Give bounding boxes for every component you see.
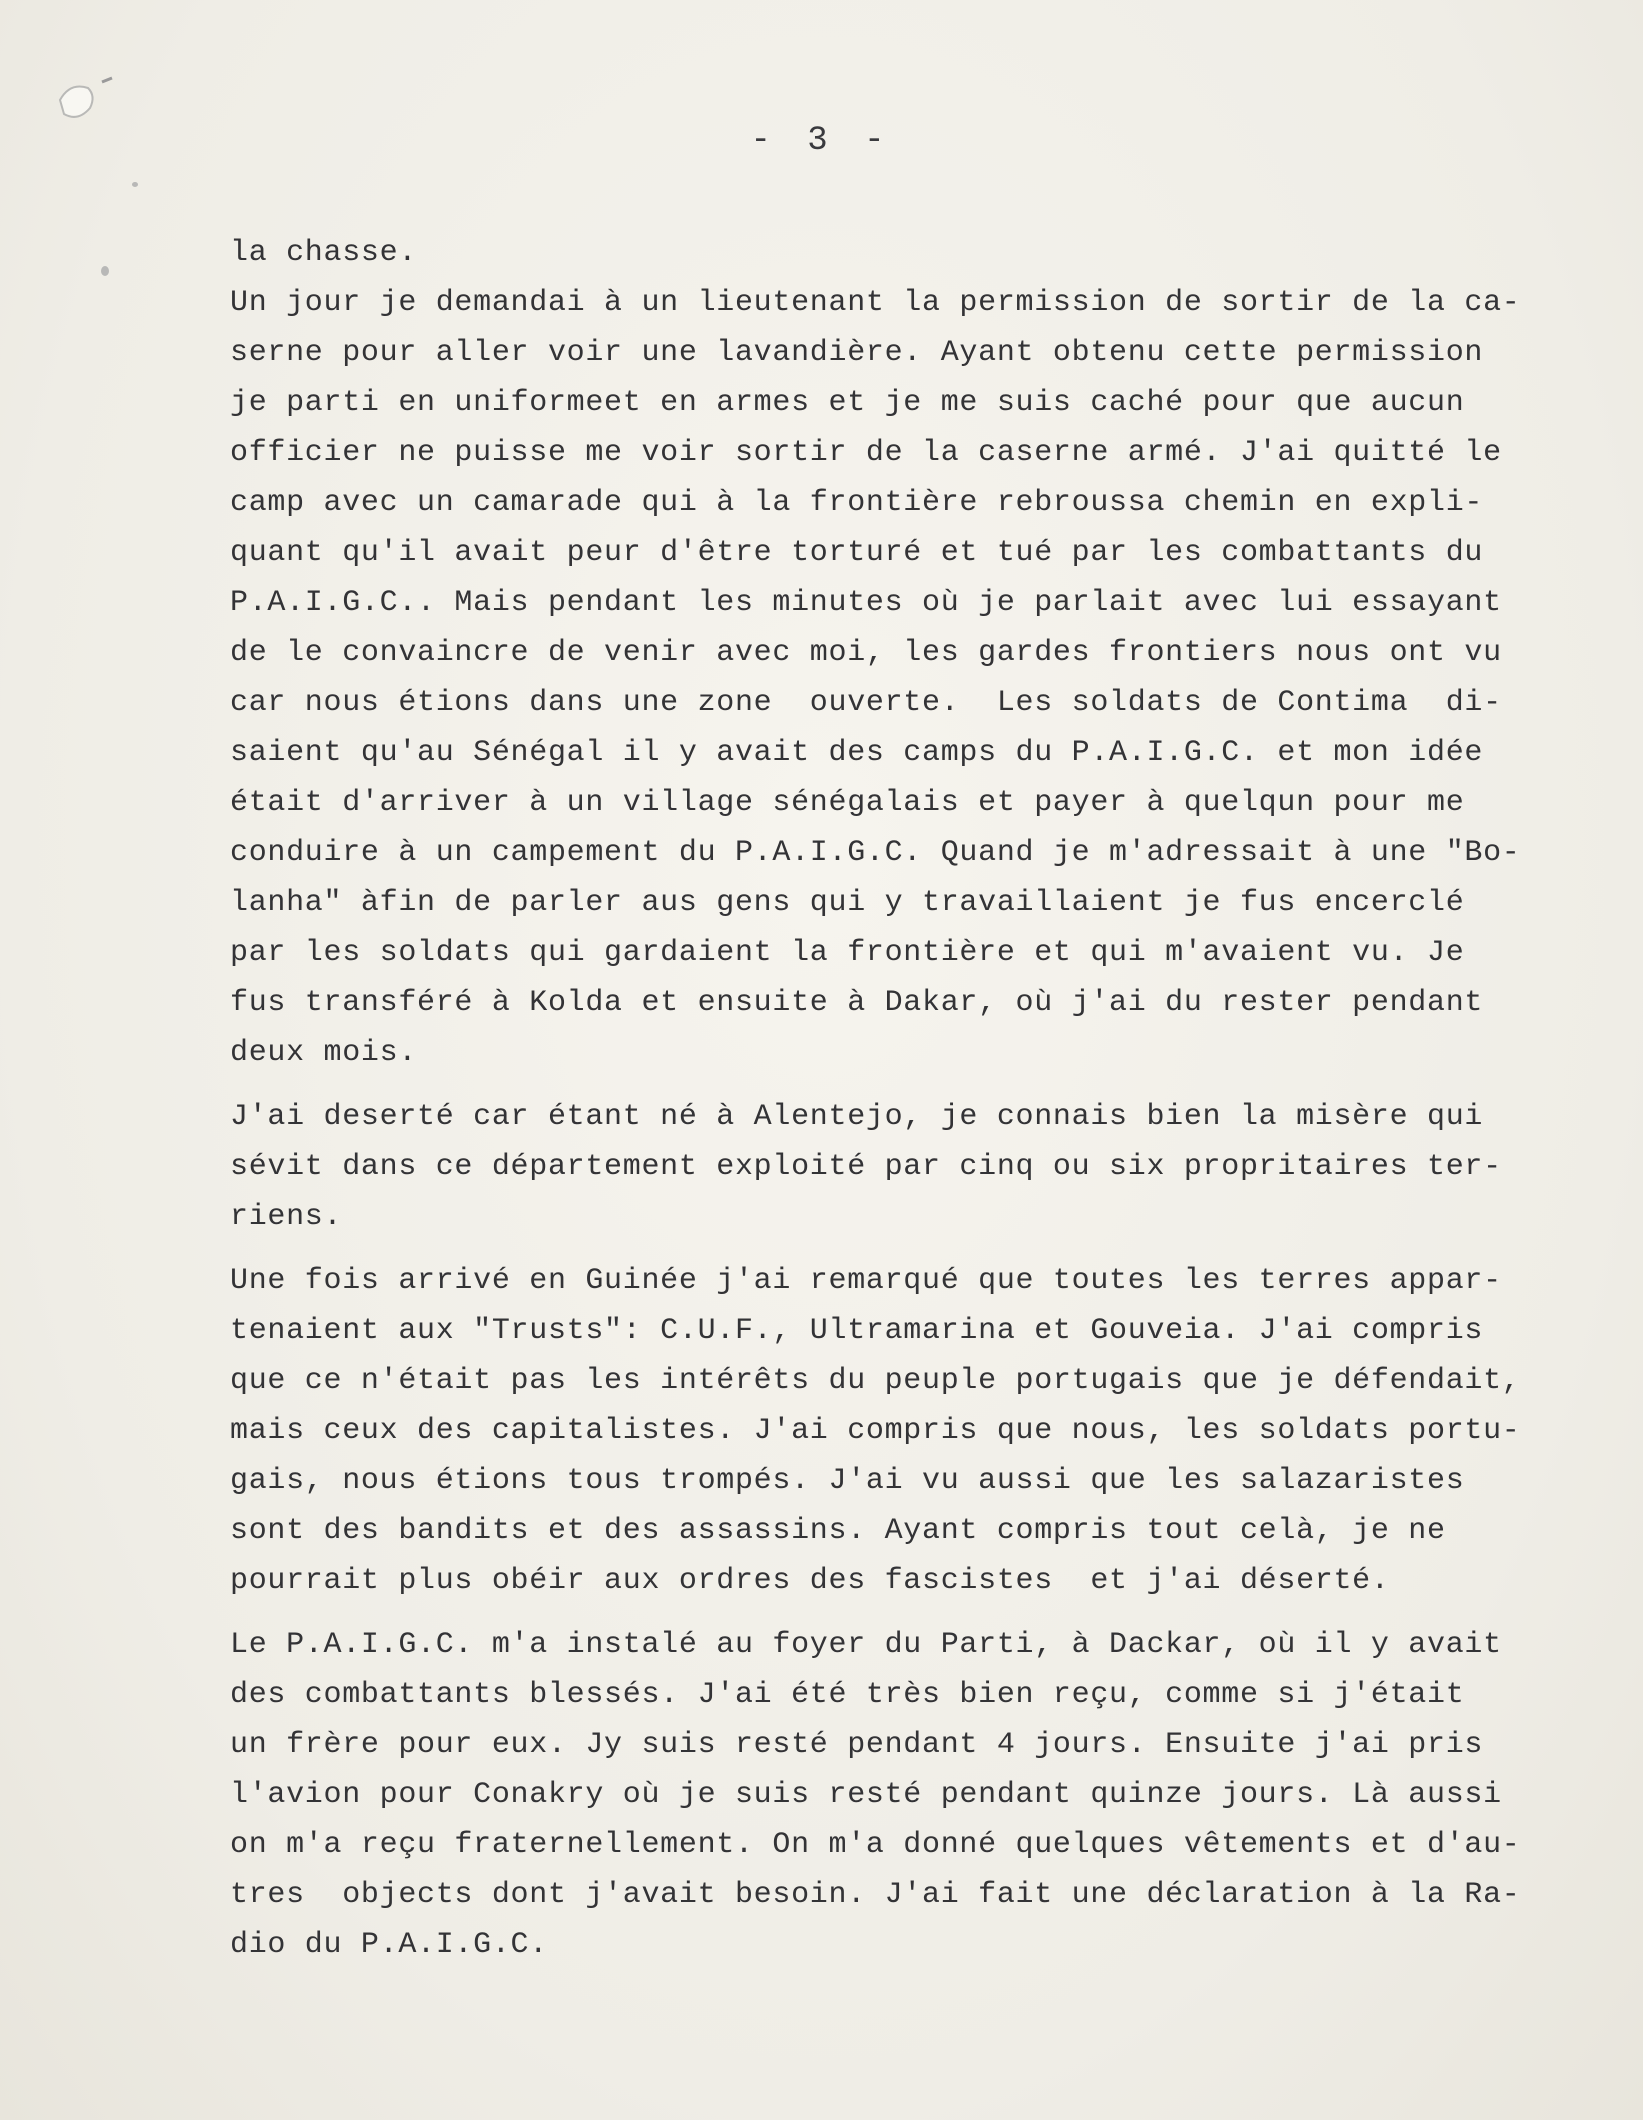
paper-speck xyxy=(132,182,138,187)
text-line: gais, nous étions tous trompés. J'ai vu aussi que les salazaristes xyxy=(230,1464,1465,1498)
text-line: était d'arriver à un village sénégalais et payer à quelqun pour me xyxy=(230,786,1465,820)
text-line: je parti en uniformeet en armes et je me suis caché pour que aucun xyxy=(230,386,1465,420)
page-number: - 3 - xyxy=(750,122,893,160)
paragraph xyxy=(230,228,1590,1078)
text-line: Le P.A.I.G.C. m'a instalé au foyer du Parti, à Dackar, où il y avait xyxy=(230,1628,1502,1662)
body-text xyxy=(230,228,1590,1984)
text-line: par les soldats qui gardaient la frontière et qui m'avaient vu. Je xyxy=(230,936,1465,970)
text-line: on m'a reçu fraternellement. On m'a donné quelques vêtements et d'au- xyxy=(230,1828,1521,1862)
paragraph xyxy=(230,1620,1590,1970)
text-line: que ce n'était pas les intérêts du peuple portugais que je défendait, xyxy=(230,1364,1521,1398)
text-line: la chasse. xyxy=(230,236,418,270)
text-line: sont des bandits et des assassins. Ayant compris tout celà, je ne xyxy=(230,1514,1446,1548)
text-line: l'avion pour Conakry où je suis resté pendant quinze jours. Là aussi xyxy=(230,1778,1502,1812)
text-line: officier ne puisse me voir sortir de la caserne armé. J'ai quitté le xyxy=(230,436,1502,470)
text-line: serne pour aller voir une lavandière. Ayant obtenu cette permission xyxy=(230,336,1484,370)
text-line: sévit dans ce département exploité par cinq ou six propritaires ter- xyxy=(230,1150,1502,1184)
text-line: tres objects dont j'avait besoin. J'ai fait une déclaration à la Ra- xyxy=(230,1878,1521,1912)
text-line: fus transféré à Kolda et ensuite à Dakar, où j'ai du rester pendant xyxy=(230,986,1484,1020)
paper-speck xyxy=(101,266,109,276)
text-line: Un jour je demandai à un lieutenant la permission de sortir de la ca- xyxy=(230,286,1521,320)
text-line: pourrait plus obéir aux ordres des fascistes et j'ai déserté. xyxy=(230,1564,1390,1598)
text-line: de le convaincre de venir avec moi, les gardes frontiers nous ont vu xyxy=(230,636,1502,670)
text-line: tenaient aux "Trusts": C.U.F., Ultramarina et Gouveia. J'ai compris xyxy=(230,1314,1484,1348)
text-line: deux mois. xyxy=(230,1036,418,1070)
text-line: quant qu'il avait peur d'être torturé et tué par les combattants du xyxy=(230,536,1484,570)
text-line: conduire à un campement du P.A.I.G.C. Quand je m'adressait à une "Bo- xyxy=(230,836,1521,870)
text-line: Une fois arrivé en Guinée j'ai remarqué que toutes les terres appar- xyxy=(230,1264,1502,1298)
paragraph xyxy=(230,1256,1590,1606)
text-line: lanha" àfin de parler aus gens qui y travaillaient je fus encerclé xyxy=(230,886,1465,920)
text-line: car nous étions dans une zone ouverte. Les soldats de Contima di- xyxy=(230,686,1502,720)
text-line: dio du P.A.I.G.C. xyxy=(230,1928,548,1962)
text-line: des combattants blessés. J'ai été très bien reçu, comme si j'était xyxy=(230,1678,1465,1712)
text-line: mais ceux des capitalistes. J'ai compris que nous, les soldats portu- xyxy=(230,1414,1521,1448)
text-line: camp avec un camarade qui à la frontière rebroussa chemin en expli- xyxy=(230,486,1484,520)
text-line: un frère pour eux. Jy suis resté pendant 4 jours. Ensuite j'ai pris xyxy=(230,1728,1484,1762)
paragraph xyxy=(230,1092,1590,1242)
text-line: J'ai deserté car étant né à Alentejo, je connais bien la misère qui xyxy=(230,1100,1484,1134)
text-line: saient qu'au Sénégal il y avait des camps du P.A.I.G.C. et mon idée xyxy=(230,736,1484,770)
text-line: P.A.I.G.C.. Mais pendant les minutes où je parlait avec lui essayant xyxy=(230,586,1502,620)
text-line: riens. xyxy=(230,1200,343,1234)
